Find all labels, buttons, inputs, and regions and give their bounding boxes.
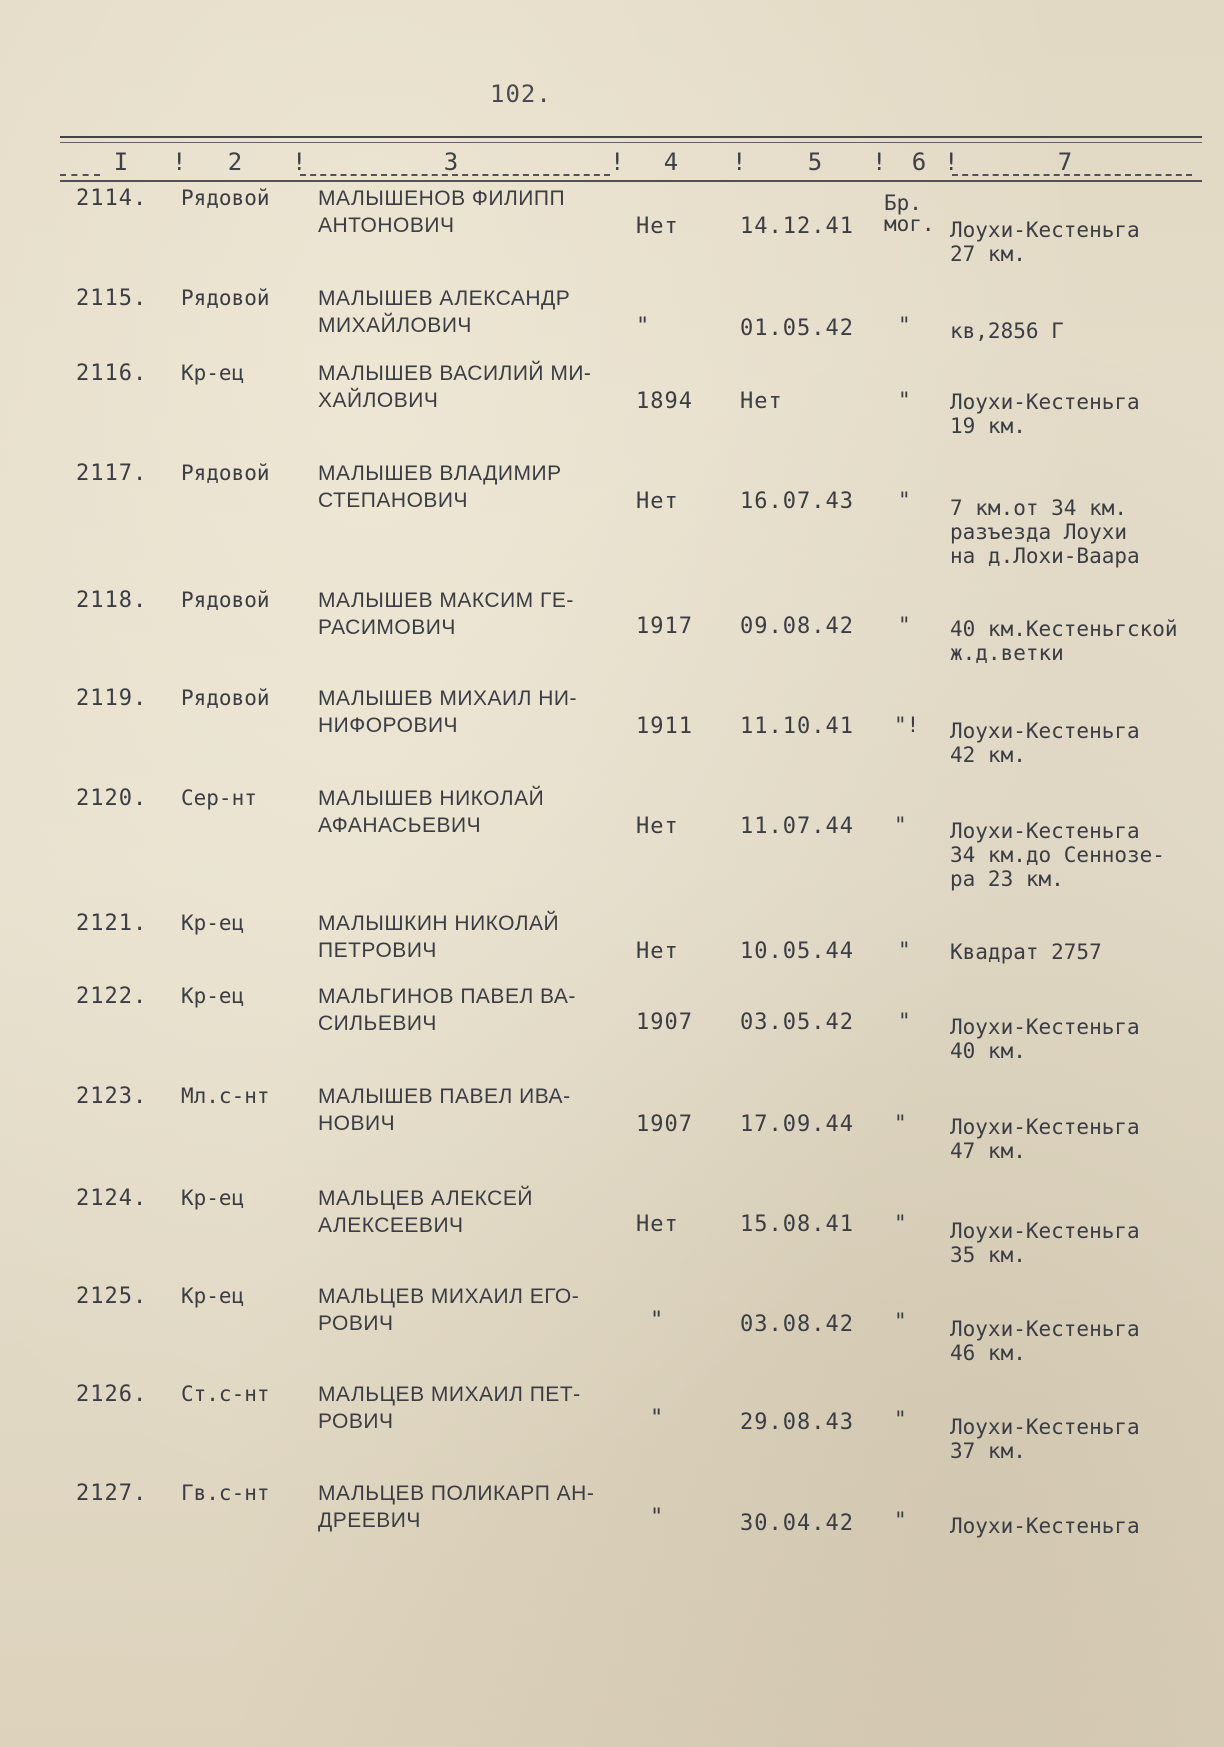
record-number: 2118.: [76, 588, 148, 613]
death-date: 15.08.41: [740, 1212, 854, 1237]
death-date: 03.08.42: [740, 1312, 854, 1337]
rank: Мл.с-нт: [181, 1084, 270, 1108]
death-date: 11.10.41: [740, 714, 854, 739]
rank: Рядовой: [181, 588, 270, 612]
rank: Ст.с-нт: [181, 1382, 270, 1406]
record-number: 2125.: [76, 1284, 148, 1309]
record-number: 2114.: [76, 186, 148, 211]
table-header: [60, 148, 1202, 180]
full-name: МАЛЬЦЕВ МИХАИЛ ЕГО- РОВИЧ: [318, 1285, 580, 1335]
header-separator: !: [172, 148, 187, 176]
header-separator: !: [292, 148, 307, 176]
birth-year: Нет: [636, 814, 679, 839]
header-separator: !: [944, 148, 959, 176]
header-separator: !: [872, 148, 887, 176]
header-col-1: I: [113, 148, 129, 176]
header-col-2: 2: [227, 148, 243, 176]
header-dash: [300, 174, 610, 176]
burial-place: кв,2856 Г: [950, 319, 1064, 343]
birth-year: ": [650, 1406, 665, 1431]
burial-place: Лоухи-Кестеньга 19 км.: [950, 390, 1140, 438]
birth-year: ": [650, 1505, 665, 1530]
burial-place: Квадрат 2757: [950, 940, 1102, 964]
burial-place: Лоухи-Кестеньга 47 км.: [950, 1115, 1140, 1163]
full-name: МАЛЫШЕВ АЛЕКСАНДР МИХАЙЛОВИЧ: [318, 287, 571, 337]
birth-year: 1917: [636, 614, 693, 639]
grave-type: ": [898, 613, 911, 637]
full-name: МАЛЫШЕВ ПАВЕЛ ИВА- НОВИЧ: [318, 1085, 571, 1135]
grave-type: ": [894, 813, 907, 837]
record-number: 2120.: [76, 786, 148, 811]
burial-place: Лоухи-Кестеньга 40 км.: [950, 1015, 1140, 1063]
birth-year: 1911: [636, 714, 693, 739]
top-rule: [60, 136, 1202, 138]
top-rule-thin: [60, 142, 1202, 143]
record-number: 2119.: [76, 686, 148, 711]
record-number: 2126.: [76, 1382, 148, 1407]
full-name: МАЛЫШКИН НИКОЛАЙ ПЕТРОВИЧ: [318, 912, 560, 962]
grave-type: ": [898, 938, 911, 962]
rank: Кр-ец: [181, 911, 245, 935]
death-date: 14.12.41: [740, 214, 854, 239]
full-name: МАЛЬЦЕВ АЛЕКСЕЙ АЛЕКСЕЕВИЧ: [318, 1187, 533, 1237]
grave-type: ": [898, 313, 911, 337]
birth-year: Нет: [636, 489, 679, 514]
birth-year: 1907: [636, 1010, 693, 1035]
header-separator: !: [610, 148, 625, 176]
header-col-4: 4: [663, 148, 679, 176]
grave-type: ": [894, 1309, 907, 1333]
record-number: 2124.: [76, 1186, 148, 1211]
full-name: МАЛЫШЕВ МАКСИМ ГЕ- РАСИМОВИЧ: [318, 589, 574, 639]
death-date: 09.08.42: [740, 614, 854, 639]
rank: Рядовой: [181, 686, 270, 710]
full-name: МАЛЫШЕВ ВЛАДИМИР СТЕПАНОВИЧ: [318, 462, 562, 512]
grave-type: ": [898, 1009, 911, 1033]
header-col-5: 5: [807, 148, 823, 176]
grave-type: "!: [894, 713, 920, 737]
full-name: МАЛЬГИНОВ ПАВЕЛ ВА- СИЛЬЕВИЧ: [318, 985, 576, 1035]
grave-type: ": [894, 1111, 907, 1135]
birth-year: ": [636, 314, 651, 339]
burial-place: Лоухи-Кестеньга 46 км.: [950, 1317, 1140, 1365]
death-date: 11.07.44: [740, 814, 854, 839]
grave-type: ": [894, 1211, 907, 1235]
burial-place: Лоухи-Кестеньга 27 км.: [950, 218, 1140, 266]
burial-place: Лоухи-Кестеньга: [950, 1514, 1140, 1538]
header-separator: !: [732, 148, 747, 176]
burial-place: Лоухи-Кестеньга 42 км.: [950, 719, 1140, 767]
header-rule: [60, 180, 1202, 182]
death-date: 29.08.43: [740, 1410, 854, 1435]
full-name: МАЛЫШЕВ ВАСИЛИЙ МИ- ХАЙЛОВИЧ: [318, 362, 592, 412]
rank: Кр-ец: [181, 361, 245, 385]
full-name: МАЛЫШЕВ МИХАИЛ НИ- НИФОРОВИЧ: [318, 687, 577, 737]
header-col-7: 7: [1057, 148, 1073, 176]
birth-year: 1894: [636, 389, 693, 414]
burial-place: Лоухи-Кестеньга 35 км.: [950, 1219, 1140, 1267]
burial-place: Лоухи-Кестеньга 34 км.до Сеннозе- ра 23 км.: [950, 819, 1165, 891]
grave-type: Бр. мог.: [884, 191, 935, 236]
birth-year: 1907: [636, 1112, 693, 1137]
grave-type: ": [898, 488, 911, 512]
record-number: 2117.: [76, 461, 148, 486]
rank: Кр-ец: [181, 984, 245, 1008]
birth-year: Нет: [636, 214, 679, 239]
rank: Кр-ец: [181, 1284, 245, 1308]
full-name: МАЛЫШЕНОВ ФИЛИПП АНТОНОВИЧ: [318, 187, 566, 237]
death-date: 03.05.42: [740, 1010, 854, 1035]
grave-type: ": [894, 1508, 907, 1532]
record-number: 2116.: [76, 361, 148, 386]
record-number: 2122.: [76, 984, 148, 1009]
death-date: 01.05.42: [740, 316, 854, 341]
grave-type: ": [894, 1407, 907, 1431]
birth-year: Нет: [636, 1212, 679, 1237]
death-date: 16.07.43: [740, 489, 854, 514]
rank: Кр-ец: [181, 1186, 245, 1210]
death-date: Нет: [740, 389, 783, 414]
birth-year: ": [650, 1308, 665, 1333]
death-date: 17.09.44: [740, 1112, 854, 1137]
header-dash: [60, 174, 100, 176]
record-number: 2115.: [76, 286, 148, 311]
record-number: 2127.: [76, 1481, 148, 1506]
death-date: 10.05.44: [740, 939, 854, 964]
full-name: МАЛЫШЕВ НИКОЛАЙ АФАНАСЬЕВИЧ: [318, 787, 545, 837]
header-col-6: 6: [911, 148, 927, 176]
death-date: 30.04.42: [740, 1511, 854, 1536]
rank: Сер-нт: [181, 786, 257, 810]
full-name: МАЛЬЦЕВ ПОЛИКАРП АН- ДРЕЕВИЧ: [318, 1482, 595, 1532]
record-number: 2121.: [76, 911, 148, 936]
birth-year: Нет: [636, 939, 679, 964]
rank: Рядовой: [181, 286, 270, 310]
grave-type: ": [898, 388, 911, 412]
page-number: 102.: [490, 80, 552, 108]
burial-place: 40 км.Кестеньгской ж.д.ветки: [950, 617, 1178, 665]
burial-place: Лоухи-Кестеньга 37 км.: [950, 1415, 1140, 1463]
rank: Гв.с-нт: [181, 1481, 270, 1505]
header-dash: [952, 174, 1192, 176]
rank: Рядовой: [181, 461, 270, 485]
burial-place: 7 км.от 34 км. разъезда Лоухи на д.Лохи-Ваара: [950, 496, 1140, 568]
full-name: МАЛЬЦЕВ МИХАИЛ ПЕТ- РОВИЧ: [318, 1383, 581, 1433]
header-col-3: 3: [443, 148, 459, 176]
record-number: 2123.: [76, 1084, 148, 1109]
rank: Рядовой: [181, 186, 270, 210]
